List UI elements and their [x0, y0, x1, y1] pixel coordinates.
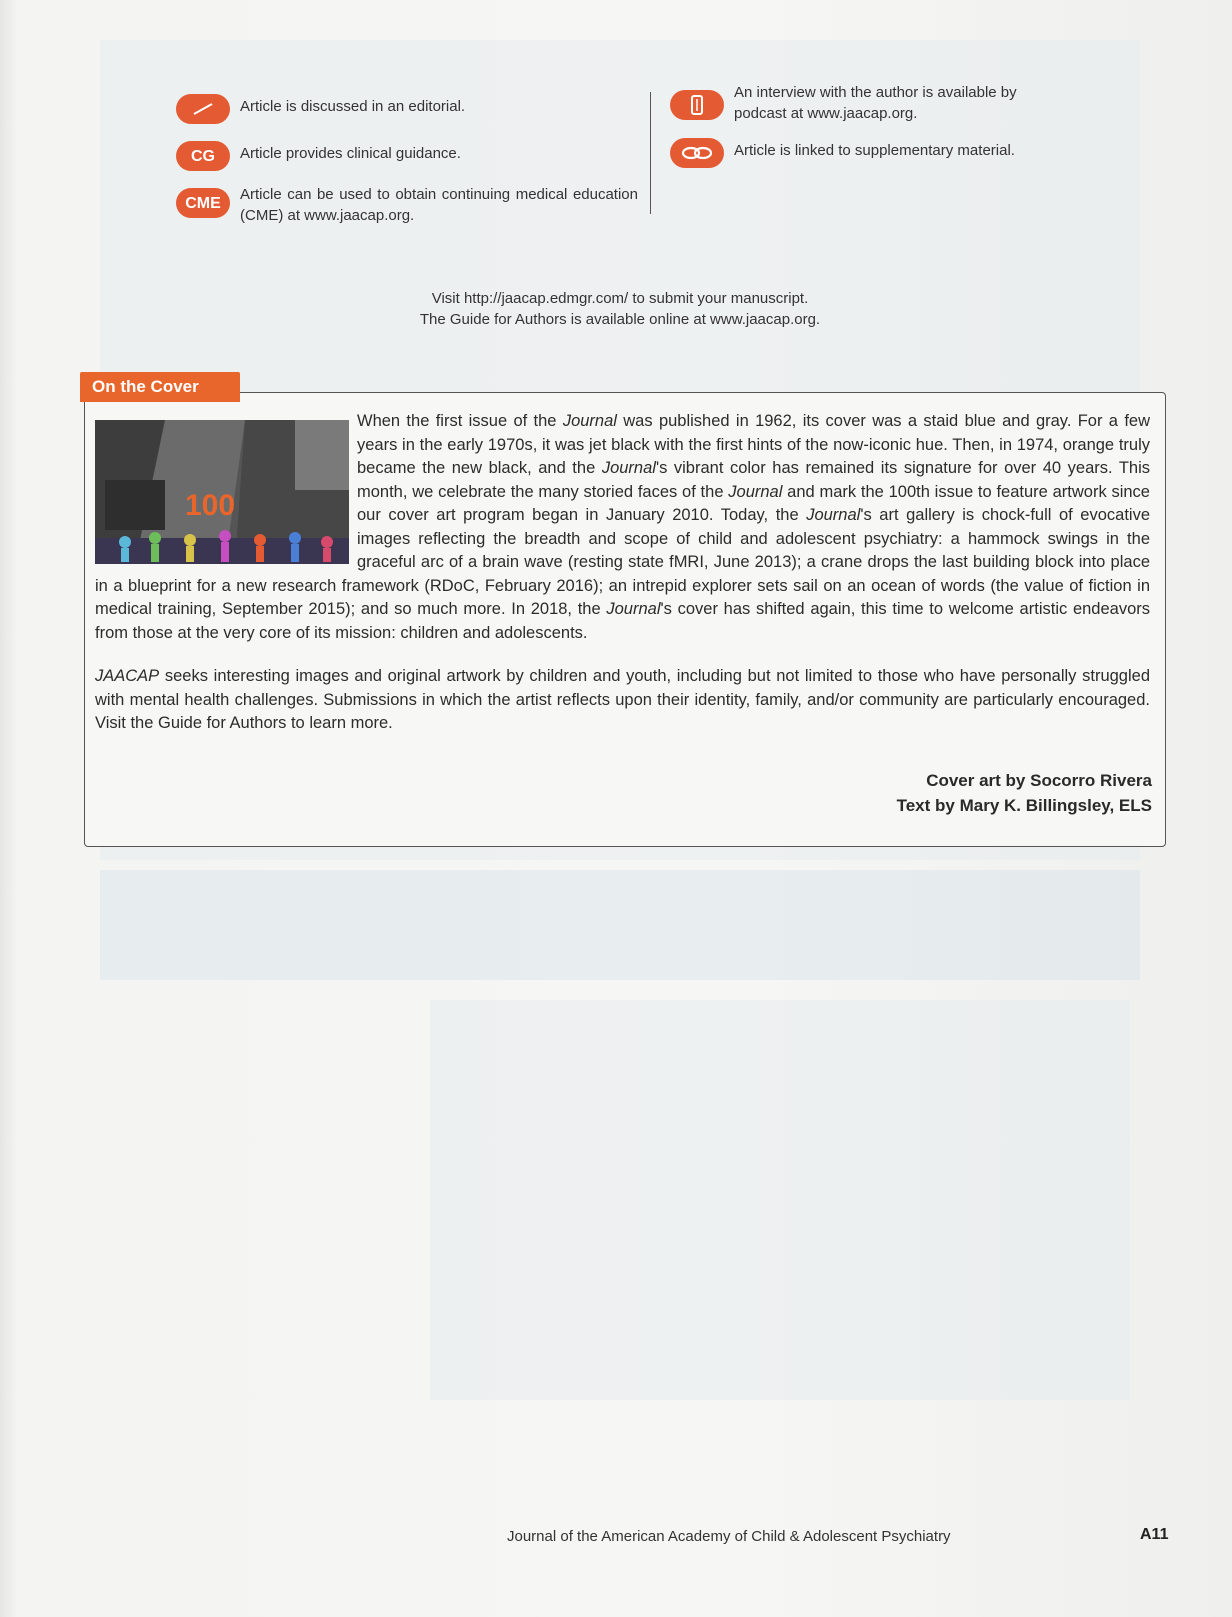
- legend-supplementary-text: Article is linked to supplementary material.: [734, 142, 1015, 159]
- page-number: A11: [1140, 1526, 1169, 1543]
- podcast-icon: [670, 90, 724, 120]
- editorial-icon: [176, 94, 230, 124]
- legend-cme-text: Article can be used to obtain continuing medical education (CME) at www.jaacap.org.: [240, 186, 638, 224]
- footer-journal-name: Journal of the American Academy of Child & Adolescent Psychiatry: [507, 1528, 951, 1545]
- cme-badge-icon: CME: [176, 188, 230, 218]
- submission-line-1: Visit http://jaacap.edmgr.com/ to submit your manuscript.: [431, 290, 809, 307]
- cover-credits: [897, 768, 1152, 818]
- cover-paragraph-1: When the first issue of the Journal was published in 1962, its cover was a staid blue and gray. For a few years in the early 1970s, it was jet black with the first hints of the now-iconic hue. Then, in 1974, orange truly became the new black, and the Journal's vibrant color has remained its signature for over 40 years. This month, we celebrate the many storied faces of the Journal and mark the 100th issue to feature artwork since our cover art program began in January 2010. Today, the Journal's art gallery is chock-full of evocative images reflecting the breadth and scope of child and adolescent psychiatry: a hammock swings in the graceful arc of a brain wave (resting state fMRI, June 2013); a crane drops the last building block into place in a blueprint for a new research framework (RDoC, February 2016); an intrepid explorer sets sail on an ocean of words (the value of fiction in medical training, September 2015); and so much more. In 2018, the Journal's cover has shifted again, this time to welcome artistic endeavors from those at the very core of its mission: children and adolescents.: [95, 412, 1150, 642]
- cover-text: [95, 410, 1150, 756]
- cover-art-number: 100: [185, 489, 236, 522]
- legend-podcast-text: An interview with the author is available by podcast at www.jaacap.org.: [734, 84, 1017, 122]
- cg-badge-icon: CG: [176, 141, 230, 171]
- legend-divider: [650, 92, 651, 214]
- legend-podcast: [670, 82, 1064, 124]
- show-through-band: [100, 870, 1140, 980]
- legend-clinical: [176, 143, 640, 171]
- cover-paragraph-2: JAACAP seeks interesting images and original artwork by children and youth, including but not limited to those who have personally struggled with mental health challenges. Submissions in which the artist reflects upon their identity, family, and/or community are particularly encouraged. Visit the Guide for Authors to learn more.: [95, 667, 1150, 732]
- legend-supplementary: [670, 140, 1064, 168]
- show-through-image: [430, 1000, 1130, 1400]
- link-icon: [670, 138, 724, 168]
- credit-text: Text by Mary K. Billingsley, ELS: [896, 796, 1152, 815]
- legend-editorial: [176, 96, 640, 124]
- submission-info: [300, 288, 940, 330]
- credit-art: Cover art by Socorro Rivera: [926, 771, 1152, 790]
- on-the-cover-tab: On the Cover: [80, 372, 240, 402]
- legend-cme: [176, 184, 638, 226]
- legend-clinical-text: Article provides clinical guidance.: [240, 145, 461, 162]
- legend-editorial-text: Article is discussed in an editorial.: [240, 98, 466, 115]
- submission-line-2: The Guide for Authors is available online at www.jaacap.org.: [419, 311, 821, 328]
